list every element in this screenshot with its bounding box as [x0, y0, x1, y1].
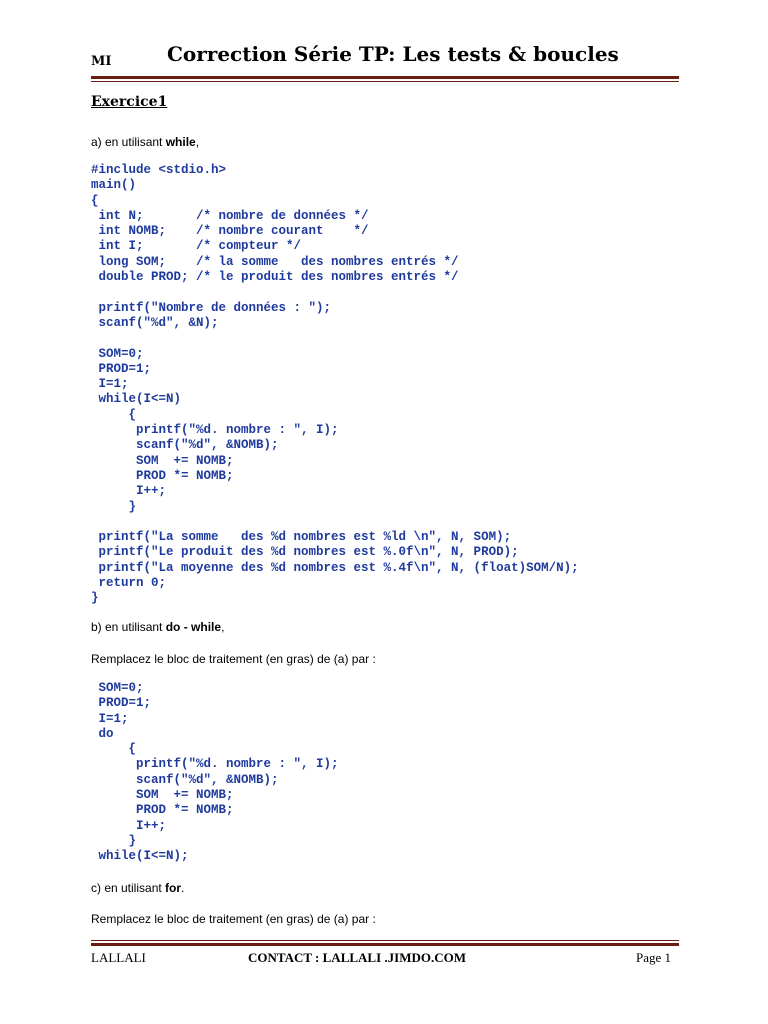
- replace-instruction-b: Remplacez le bloc de traitement (en gras) de (a) par :: [91, 652, 376, 666]
- footer-rule-thin: [91, 940, 679, 941]
- footer-author: LALLALI: [91, 950, 146, 965]
- replace-instruction-c: Remplacez le bloc de traitement (en gras) de (a) par :: [91, 912, 376, 926]
- footer-rule-thick: [91, 943, 679, 946]
- section-a-label: a) en utilisant while,: [91, 135, 200, 149]
- section-c-label: c) en utilisant for.: [91, 881, 185, 895]
- footer-contact: CONTACT : LALLALI .JIMDO.COM: [248, 950, 467, 965]
- footer-page-number: Page 1: [636, 950, 672, 965]
- header-title: Correction Série TP: Les tests & boucles: [167, 42, 619, 66]
- code-block-do-while: SOM=0; PROD=1; I=1; do { printf("%d. nombre : ", I); scanf("%d", &NOMB); SOM += NOMB; PROD *= NOMB; I++; } while(I<=N);: [98, 681, 339, 864]
- header-rule-thick: [91, 76, 679, 79]
- section-b-label: b) en utilisant do - while,: [91, 620, 225, 634]
- page-header: [91, 40, 679, 76]
- header-rule-thin: [91, 81, 679, 82]
- exercise-title: Exercice1: [91, 94, 168, 110]
- code-block-while: #include <stdio.h> main() { int N; /* nombre de données */ int NOMB; /* nombre courant */ int I; /* compteur */ long SOM; /* la somme des nombres entrés */ double PROD; /* le produit des nombres entrés */ printf("Nombre de données : "); scanf("%d", &N); SOM=0; PROD=1; I=1; while(I<=N) { printf("%d. nombre : ", I); scanf("%d", &NOMB); SOM += NOMB; PROD *= NOMB; I++; } printf("La somme des %d nombres est %ld \n", N, SOM); printf("Le produit des %d nombres est %.0f\n", N, PROD); printf("La moyenne des %d nombres est %.4f\n", N, (float)SOM/N); return 0; }: [91, 163, 579, 606]
- header-course-code: MI: [91, 54, 112, 69]
